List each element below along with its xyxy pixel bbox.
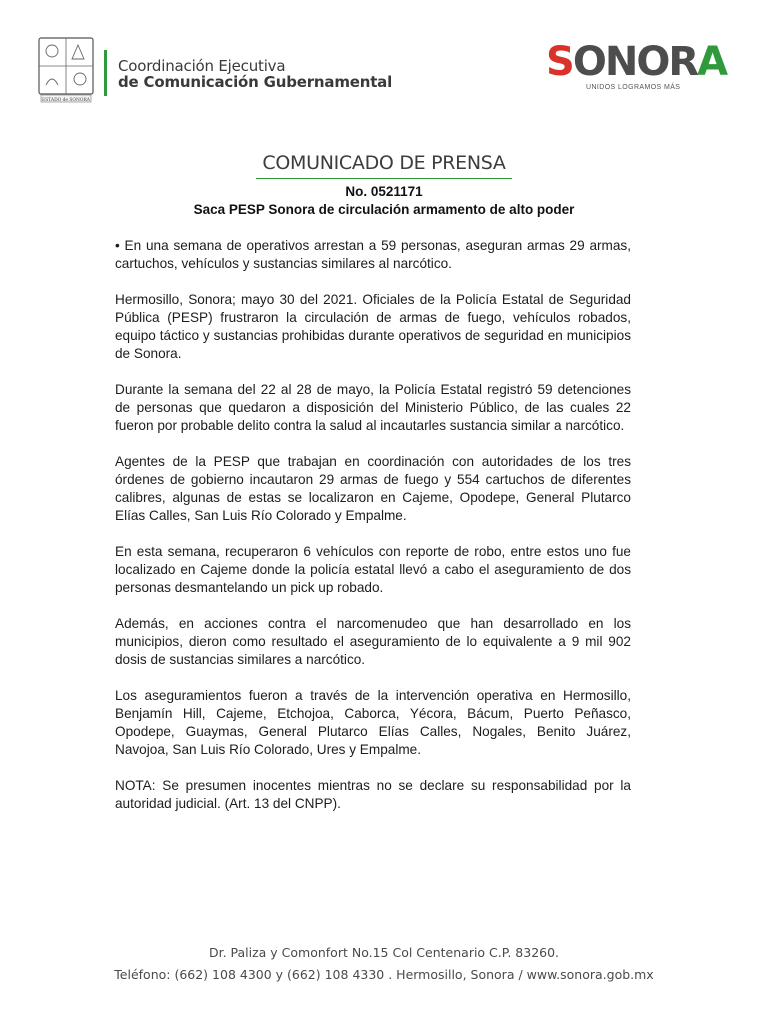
seal-caption: ESTADO de SONORA <box>42 97 90 103</box>
sonora-logo <box>546 39 727 98</box>
logo-letter: O <box>636 39 669 85</box>
release-number: No. 0521171 <box>345 184 423 199</box>
release-heading: COMUNICADO DE PRENSA <box>256 152 511 179</box>
logo-letter: S <box>546 39 573 85</box>
paragraph: Los aseguramientos fueron a través de la intervención operativa en Hermosillo, Benjamín Hill, Cajeme, Etchojoa, Caborca, Yécora, Bácum, Puerto Peñasco, Opodepe, Guaymas, General Plutarco Elías Calles, Nogales, Benito Juárez, Navojoa, San Luis Río Colorado, Ures y Empalme. <box>115 688 631 757</box>
organization-name <box>118 58 392 90</box>
paragraph: NOTA: Se presumen inocentes mientras no se declare su responsabilidad por la autoridad judicial. (Art. 13 del CNPP). <box>115 778 631 811</box>
logo-letter: N <box>604 39 637 85</box>
footer-address: Dr. Paliza y Comonfort No.15 Col Centenario C.P. 83260. <box>208 945 560 960</box>
paragraph: Agentes de la PESP que trabajan en coordinación con autoridades de los tres órdenes de gobierno incautaron 29 armas de fuego y 554 cartuchos de diferentes calibres, algunas de estas se localizaron en Cajeme, Opodepe, General Plutarco Elías Calles, San Luis Río Colorado y Empalme. <box>115 454 631 523</box>
logo-wordmark <box>546 39 727 85</box>
logo-letter: O <box>572 39 605 85</box>
letterhead <box>0 0 768 120</box>
paragraph: • En una semana de operativos arrestan a 59 personas, aseguran armas 29 armas, cartuchos, vehículos y sustancias similares al narcótico. <box>115 238 631 271</box>
paragraph: Durante la semana del 22 al 28 de mayo, la Policía Estatal registró 59 detenciones de personas que quedaron a disposición del Ministerio Público, de las cuales 22 fueron por probable delito contra la salud al incautarles sustancia similar a narcótico. <box>115 382 631 433</box>
logo-letter: R <box>668 39 698 85</box>
paragraph: Hermosillo, Sonora; mayo 30 del 2021. Oficiales de la Policía Estatal de Seguridad Pública (PESP) frustraron la circulación de armas de fuego, vehículos robados, equipo táctico y sustancias prohibidas durante operativos de seguridad en municipios de Sonora. <box>115 292 631 361</box>
paragraph: Además, en acciones contra el narcomenudeo que han desarrollado en los municipios, dieron como resultado el aseguramiento de lo equivalente a 9 mil 902 dosis de sustancias similares a narcótico. <box>115 616 631 667</box>
release-heading-block <box>0 152 768 179</box>
logo-letter: A <box>697 39 727 85</box>
footer <box>0 942 768 986</box>
org-line-1: Coordinación Ejecutiva <box>118 57 286 75</box>
header-divider <box>104 50 107 96</box>
org-line-2: de Comunicación Gubernamental <box>118 73 393 91</box>
footer-contact: Teléfono: (662) 108 4300 y (662) 108 4330 . Hermosillo, Sonora / www.sonora.gob.mx <box>114 967 654 982</box>
release-headline: Saca PESP Sonora de circulación armamento de alto poder <box>193 202 575 217</box>
release-body <box>115 237 631 831</box>
paragraph: En esta semana, recuperaron 6 vehículos con reporte de robo, entre estos uno fue localizado en Cajeme donde la policía estatal llevó a cabo el aseguramiento de dos personas desmantelando un pick up robado. <box>115 544 631 595</box>
state-seal-icon <box>38 37 94 103</box>
logo-tagline: UNIDOS LOGRAMOS MÁS <box>586 84 681 91</box>
